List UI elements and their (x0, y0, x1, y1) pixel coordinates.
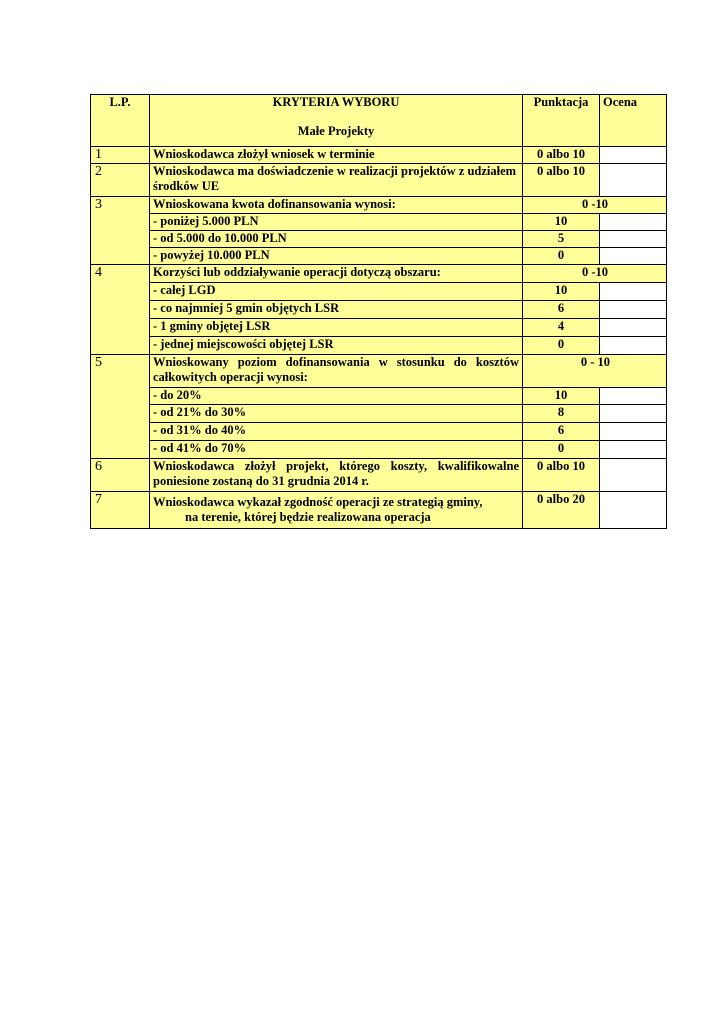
row-number: 2 (91, 164, 150, 197)
option-points: 6 (523, 301, 600, 319)
option-text: - od 5.000 do 10.000 PLN (150, 231, 523, 248)
criterion-text: Korzyści lub oddziaływanie operacji dotyczą obszaru: (150, 265, 523, 283)
criterion-points: 0 albo 10 (523, 147, 600, 164)
rating-cell[interactable] (600, 147, 667, 164)
criteria-subtitle: Małe Projekty (297, 124, 375, 138)
rating-cell[interactable] (600, 441, 667, 459)
criterion-text: Wnioskodawca złożył wniosek w terminie (150, 147, 523, 164)
row-number: 6 (91, 459, 150, 492)
rating-cell[interactable] (600, 164, 667, 197)
criterion-text: Wnioskowana kwota dofinansowania wynosi: (150, 197, 523, 214)
rating-cell[interactable] (600, 301, 667, 319)
option-points: 0 (523, 441, 600, 459)
criterion-points-range: 0 -10 (523, 265, 667, 283)
option-text: - od 41% do 70% (150, 441, 523, 459)
option-points: 5 (523, 231, 600, 248)
row-number: 3 (91, 197, 150, 265)
rating-cell[interactable] (600, 283, 667, 301)
option-points: 10 (523, 283, 600, 301)
criteria-table (90, 94, 667, 529)
header-points: Punktacja (523, 95, 600, 147)
option-text: - całej LGD (150, 283, 523, 301)
criterion-text: Wnioskowany poziom dofinansowania w stosunku do kosztów całkowitych operacji wynosi: (150, 355, 523, 388)
criterion-text (150, 492, 523, 529)
rating-cell[interactable] (600, 214, 667, 231)
criterion-points-range: 0 - 10 (523, 355, 667, 388)
option-text: - poniżej 5.000 PLN (150, 214, 523, 231)
rating-cell[interactable] (600, 319, 667, 337)
header-lp: L.P. (91, 95, 150, 147)
criteria-title: KRYTERIA WYBORU (272, 95, 400, 109)
criterion-points: 0 albo 10 (523, 164, 600, 197)
criterion-points: 0 albo 20 (523, 492, 600, 529)
option-points: 0 (523, 337, 600, 355)
rating-cell[interactable] (600, 388, 667, 405)
criterion-text-line1: Wnioskodawca wykazał zgodność operacji ze strategią gminy, (153, 495, 483, 509)
rating-cell[interactable] (600, 492, 667, 529)
row-number: 1 (91, 147, 150, 164)
option-text: - 1 gminy objętej LSR (150, 319, 523, 337)
row-number: 5 (91, 355, 150, 459)
option-points: 8 (523, 405, 600, 423)
option-text: - od 21% do 30% (150, 405, 523, 423)
option-text: - jednej miejscowości objętej LSR (150, 337, 523, 355)
row-number: 4 (91, 265, 150, 355)
criterion-text-line2: na terenie, której będzie realizowana operacja (185, 510, 431, 524)
rating-cell[interactable] (600, 459, 667, 492)
rating-cell[interactable] (600, 423, 667, 441)
criterion-points-range: 0 -10 (523, 197, 667, 214)
option-text: - powyżej 10.000 PLN (150, 248, 523, 265)
option-points: 10 (523, 388, 600, 405)
rating-cell[interactable] (600, 248, 667, 265)
rating-cell[interactable] (600, 337, 667, 355)
option-text: - do 20% (150, 388, 523, 405)
rating-cell[interactable] (600, 405, 667, 423)
option-points: 10 (523, 214, 600, 231)
criterion-text: Wnioskodawca ma doświadczenie w realizacji projektów z udziałem środków UE (150, 164, 523, 197)
criterion-points: 0 albo 10 (523, 459, 600, 492)
criterion-text: Wnioskodawca złożył projekt, którego koszty, kwalifikowalne poniesione zostaną do 31 grudnia 2014 r. (150, 459, 523, 492)
header-rating: Ocena (600, 95, 667, 147)
option-points: 0 (523, 248, 600, 265)
option-points: 6 (523, 423, 600, 441)
option-text: - co najmniej 5 gmin objętych LSR (150, 301, 523, 319)
rating-cell[interactable] (600, 231, 667, 248)
row-number: 7 (91, 492, 150, 529)
option-text: - od 31% do 40% (150, 423, 523, 441)
option-points: 4 (523, 319, 600, 337)
header-criteria (150, 95, 523, 147)
